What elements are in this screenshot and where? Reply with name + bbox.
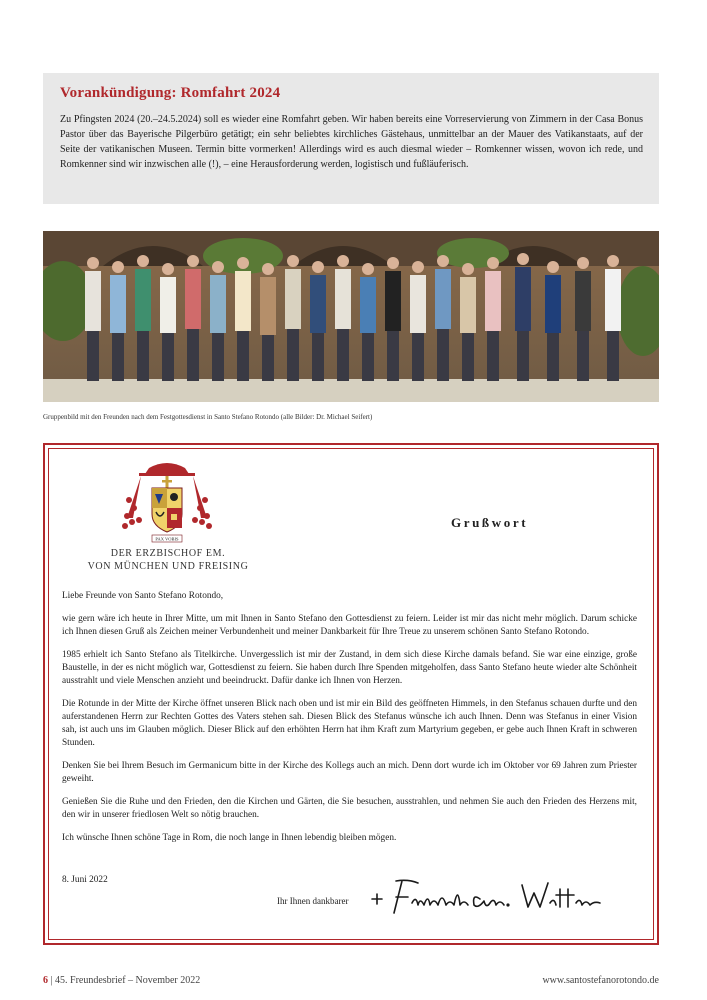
letter-paragraph: Die Rotunde in der Mitte der Kirche öffnet unseren Blick nach oben und ist mir ein Bild des geöffneten Himmels, in den Stefanus schauen durfte und den auferstandenen Herrn zur Rechten Gottes des Vaters stehen sah. Diesen Blick des Stefanus wünsche ich auch Ihnen. Denn was Stefanus in einer Vision sah, ist auch uns im Glauben möglich. Dieser Blick auf den erhöhten Herrn hat ihm Kraft zum Martyrium gegeben, er gebe auch Ihnen Kraft in schweren Stunden.: [62, 699, 637, 748]
letter-paragraph: Genießen Sie die Ruhe und den Frieden, den die Kirchen und Gärten, die Sie besuchen, ausstrahlen, und nehmen Sie auch den Frieden des Herzens mit, den wir in unserer friedlosen Welt so nötig brauchen.: [62, 797, 637, 820]
sender-line2: VON MÜNCHEN UND FREISING: [87, 561, 249, 572]
letter-body: [62, 590, 637, 855]
letter-salutation: Liebe Freunde von Santo Stefano Rotondo,: [62, 591, 224, 601]
letter-heading: Grußwort: [451, 515, 529, 530]
letter-paragraph: Denken Sie bei Ihrem Besuch im Germanicum bitte in der Kirche des Kollegs auch an mich. Denn dort wurde ich im Oktober vor 69 Jahren zum Priester geweiht.: [62, 761, 637, 784]
sender-line1: DER ERZBISCHOF EM.: [110, 548, 226, 559]
coat-of-arms-icon: [119, 460, 215, 544]
page-number: 6: [43, 975, 48, 986]
issue-label: | 45. Freundesbrief – November 2022: [50, 975, 201, 986]
notice-box: [43, 73, 659, 204]
group-photo: [43, 231, 659, 402]
letter-paragraph: wie gern wäre ich heute in Ihrer Mitte, um mit Ihnen in Santo Stefano den Gottesdienst zu feiern. Leider ist mir das nicht mehr möglich. Darum schicke ich Ihnen diesen Gruß als Zeichen meiner Verbundenheit und meiner Dankbarkeit für Ihre Treue zu unserem schönen Santo Stefano Rotondo.: [62, 614, 637, 637]
greeting-letter: [43, 443, 659, 945]
letter-date: 8. Juni 2022: [62, 875, 108, 885]
website-link[interactable]: www.santostefanorotondo.de: [542, 975, 659, 986]
notice-text: Zu Pfingsten 2024 (20.–24.5.2024) soll es wieder eine Romfahrt geben. Wir haben bereits eine Vorreservierung von Zimmern in der Casa Bonus Pastor über das Bayerische Pilgerbüro getätigt; ein sehr beliebtes kirchliches Gästehaus, unmittelbar an der Mauer des Vatikanstaats, auf der Seite der vatikanischen Museen. Termin bitte vormerken! Allerdings wird es auch diesmal wieder – Romkenner wissen, wovon ich rede, und Romkenner sind wir inzwischen alle (!), – eine Herausforderung werden, logistisch und fußläuferisch.: [60, 114, 643, 170]
photo-caption: Gruppenbild mit den Freunden nach dem Festgottesdienst in Santo Stefano Rotondo (alle Bilder: Dr. Michael Seifert): [43, 413, 373, 421]
letter-closing: Ihr Ihnen dankbarer: [277, 896, 349, 906]
notice-title: Vorankündigung: Romfahrt 2024: [60, 85, 281, 101]
letter-paragraph: 1985 erhielt ich Santo Stefano als Titelkirche. Unvergesslich ist mir der Zustand, in dem sich diese Kirche damals befand. Sie war eine einzige, große Baustelle, in der es nicht möglich war, Gottesdienst zu feiern. Sie haben durch Ihre Spenden mitgeholfen, dass Santo Stefano heute wieder alte Schönheit ausstrahlt und viele Menschen anzieht und beeindruckt. Dafür danke ich Ihnen von Herzen.: [62, 650, 637, 686]
sender-title: [63, 547, 273, 573]
letter-paragraph: Ich wünsche Ihnen schöne Tage in Rom, die noch lange in Ihnen lebendig bleiben mögen.: [62, 833, 397, 843]
handwritten-signature: [368, 875, 608, 919]
crest-motto: PAX VOBIS: [155, 536, 179, 542]
page-footer: [43, 975, 659, 986]
